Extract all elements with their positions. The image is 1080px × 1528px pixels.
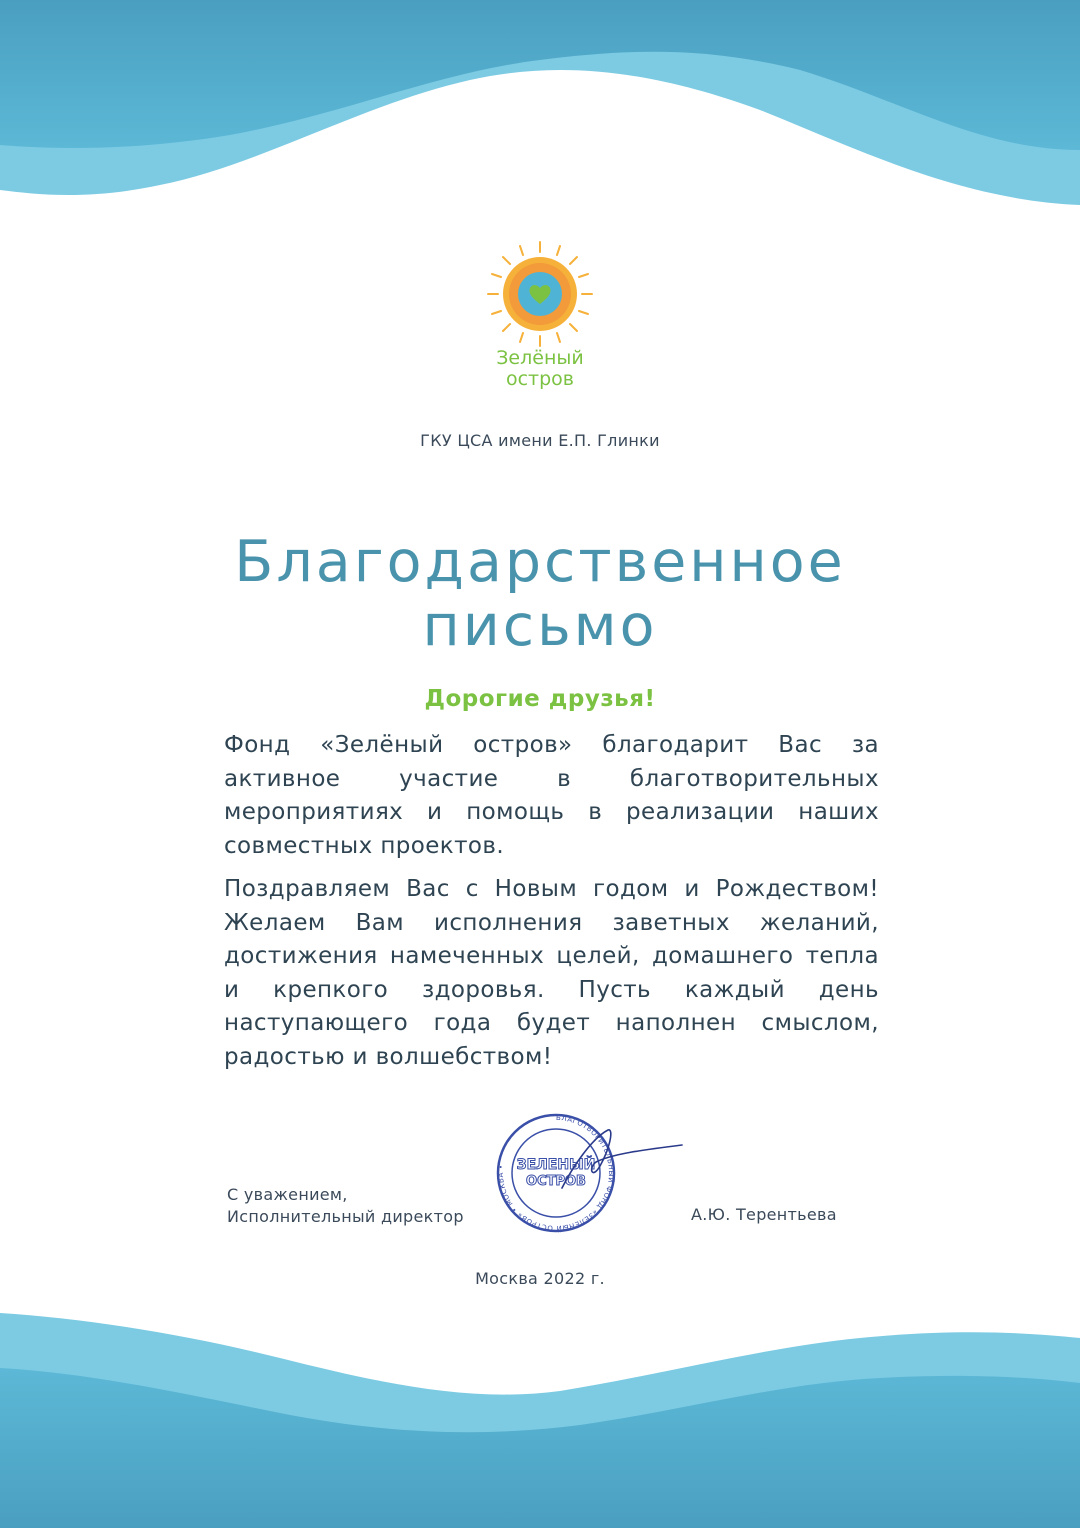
greeting: Дорогие друзья! [424, 686, 656, 712]
logo-wordmark-line1: Зелёный [496, 347, 584, 369]
letter-title-line2: письмо [422, 593, 658, 659]
closing-regards: С уважением, [227, 1185, 348, 1204]
closing-position: Исполнительный директор [227, 1207, 464, 1226]
closing-block [227, 1184, 464, 1228]
logo-wordmark-line2: остров [505, 368, 575, 390]
body-paragraph: Поздравляем Вас с Новым годом и Рождеством! Желаем Вам исполнения заветных желаний, достижения намеченных целей, домашнего тепла и крепкого здоровья. Пусть каждый день наступающего года будет наполнен смыслом, радостью и волшебством! [224, 876, 879, 1070]
svg-text:ЗЕЛЕНЫЙ: ЗЕЛЕНЫЙ [516, 1157, 596, 1173]
signer-name: А.Ю. Терентьева [691, 1205, 837, 1224]
place-and-date: Москва 2022 г. [475, 1269, 605, 1288]
foundation-logo-sun-icon [480, 238, 600, 350]
bottom-wave-decoration [0, 1313, 1080, 1528]
svg-text:БЛАГОТВОРИТЕЛЬНЫЙ ФОНД «ЗЕЛЕНЫ: БЛАГОТВОРИТЕЛЬНЫЙ ФОНД «ЗЕЛЕНЫЙ ОСТРОВ» • МОСКВА • [496, 1113, 615, 1233]
letter-title-line1: Благодарственное [234, 529, 846, 595]
seal-and-signature [492, 1108, 692, 1233]
body-paragraph: Фонд «Зелёный остров» благодарит Вас за активное участие в благотворительных мероприятиях и помощь в реализации наших совместных проектов. [224, 732, 879, 859]
svg-text:ОСТРОВ: ОСТРОВ [526, 1174, 586, 1189]
letter-title [0, 530, 1080, 658]
organization-name: ГКУ ЦСА имени Е.П. Глинки [420, 431, 660, 450]
top-wave-decoration [0, 0, 1080, 215]
logo-wordmark [0, 348, 1080, 390]
